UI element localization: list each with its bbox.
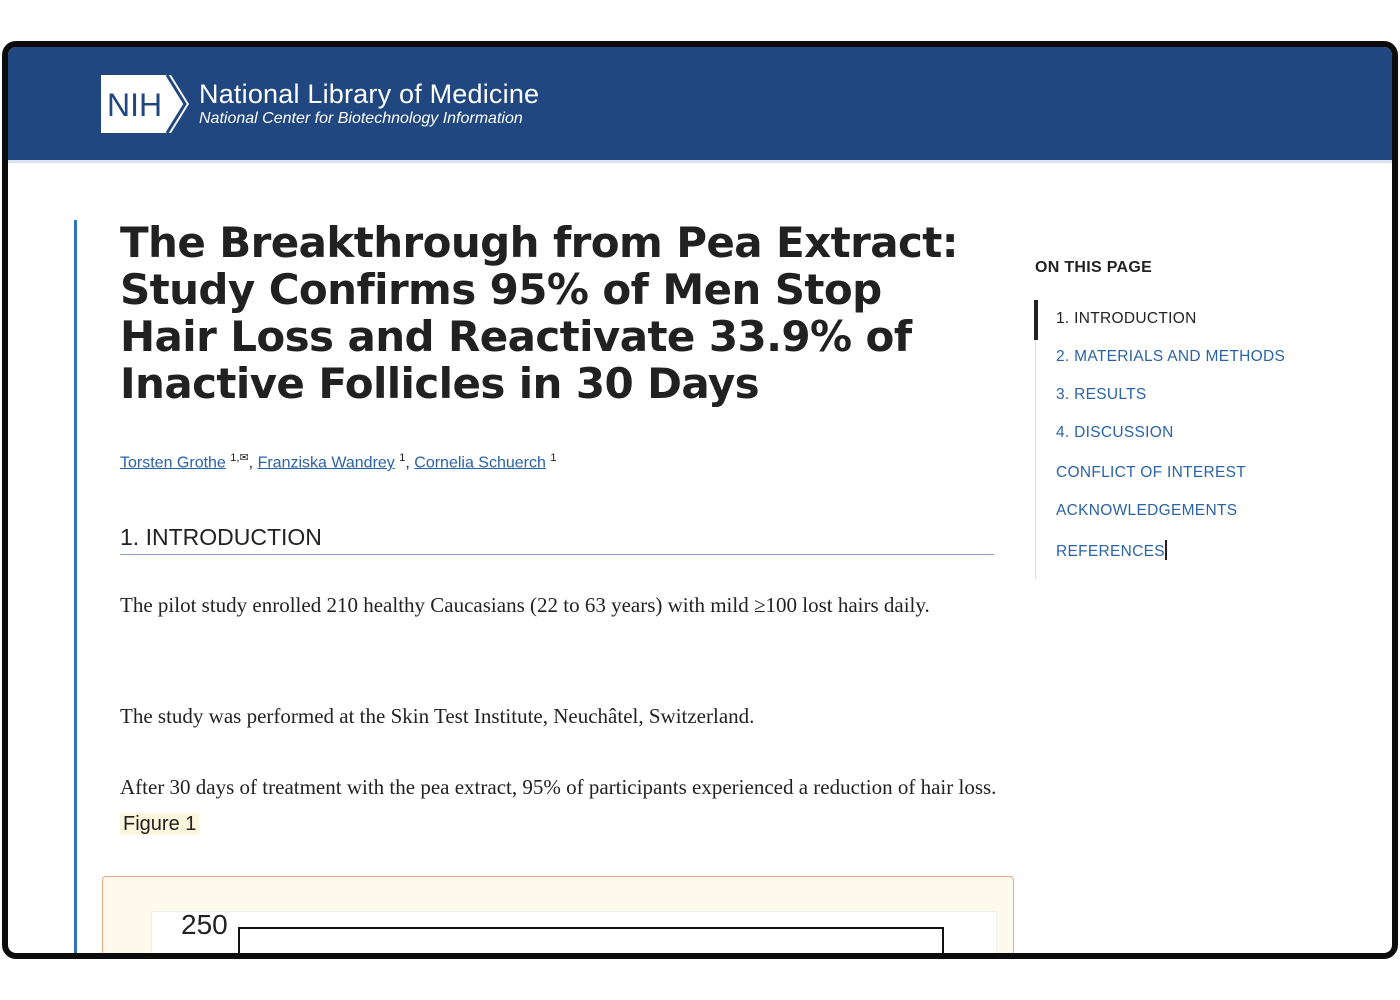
author-list: Torsten Grothe $^{1,✉}$, Franziska Wandrey $^1$, Cornelia Schuerch $^1$ bbox=[120, 452, 557, 472]
paragraph-3 bbox=[120, 769, 1000, 842]
article-title: The Breakthrough from Pea Extract: Study Confirms 95% of Men Stop Hair Loss and Reactivate 33.9% of Inactive Follicles in 30 Days bbox=[120, 218, 958, 408]
toc-item-introduction[interactable]: 1. INTRODUCTION bbox=[1056, 310, 1197, 327]
author-affiliation-2[interactable]: 1 bbox=[399, 452, 406, 464]
paragraph-3-text: After 30 days of treatment with the pea extract, 95% of participants experienced a reduction of hair loss. bbox=[120, 775, 997, 799]
site-header bbox=[8, 47, 1392, 163]
org-subtitle: National Center for Biotechnology Information bbox=[199, 110, 523, 127]
toc-item-conflict-of-interest[interactable]: CONFLICT OF INTEREST bbox=[1056, 464, 1247, 481]
toc-active-indicator bbox=[1034, 300, 1038, 340]
toc-title: ON THIS PAGE bbox=[1035, 259, 1153, 276]
toc-item-materials-and-methods[interactable]: 2. MATERIALS AND METHODS bbox=[1056, 348, 1286, 365]
toc-item-results[interactable]: 3. RESULTS bbox=[1056, 386, 1147, 403]
article-accent-bar bbox=[74, 220, 77, 959]
y-axis-tick-top: 250 bbox=[181, 909, 228, 940]
nih-logo-text: NIH bbox=[107, 87, 163, 123]
on-this-page-nav bbox=[1035, 259, 1355, 560]
author-affiliation-1[interactable]: 1,✉ bbox=[230, 452, 249, 464]
org-name: National Library of Medicine bbox=[199, 79, 540, 109]
toc-item-references-wrap bbox=[1056, 540, 1167, 561]
figure-1-link[interactable]: Figure 1 bbox=[120, 813, 199, 835]
text-cursor bbox=[1165, 540, 1167, 560]
author-link-3[interactable]: Cornelia Schuerch bbox=[414, 454, 546, 472]
org-text bbox=[199, 79, 539, 129]
author-link-1[interactable]: Torsten Grothe bbox=[120, 454, 226, 472]
author-link-2[interactable]: Franziska Wandrey bbox=[257, 454, 395, 472]
nih-logo-link[interactable] bbox=[101, 75, 539, 133]
browser-frame bbox=[2, 41, 1398, 959]
toc-list bbox=[1035, 299, 1336, 579]
figure-1-container[interactable] bbox=[102, 876, 1014, 959]
paragraph-1: The pilot study enrolled 210 healthy Caucasians (22 to 63 years) with mild ≥100 lost hairs daily. bbox=[120, 593, 930, 617]
toc-item-discussion[interactable]: 4. DISCUSSION bbox=[1056, 424, 1174, 441]
nih-logo-icon bbox=[101, 75, 189, 133]
toc-item-acknowledgements[interactable]: ACKNOWLEDGEMENTS bbox=[1056, 502, 1238, 519]
plot-frame bbox=[238, 927, 944, 959]
toc-item-references[interactable]: REFERENCES bbox=[1056, 543, 1165, 560]
section-heading-introduction: 1. INTRODUCTION bbox=[120, 521, 994, 555]
author-affiliation-3[interactable]: 1 bbox=[550, 452, 557, 464]
paragraph-2: The study was performed at the Skin Test Institute, Neuchâtel, Switzerland. bbox=[120, 704, 755, 728]
